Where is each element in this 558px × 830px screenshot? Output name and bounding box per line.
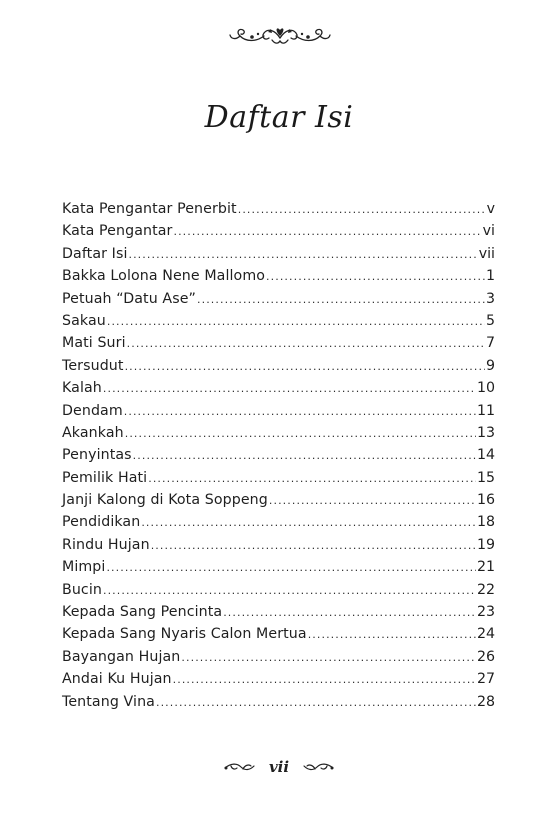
toc-leader-dots [238, 199, 486, 221]
page-number: vii [268, 758, 290, 776]
toc-entry-page: 21 [476, 559, 495, 576]
toc-entry-page: 11 [476, 402, 495, 419]
toc-entry-page: 3 [485, 290, 495, 307]
toc-leader-dots [125, 423, 476, 445]
toc-leader-dots [148, 468, 476, 490]
toc-entry [62, 310, 495, 332]
toc-entry-title: Mati Suri [62, 335, 126, 352]
toc-leader-dots [266, 266, 485, 288]
toc-entry [62, 691, 495, 713]
toc-entry [62, 489, 495, 511]
page-title: Daftar Isi [204, 100, 354, 135]
toc-entry [62, 400, 495, 422]
toc-leader-dots [181, 647, 476, 669]
toc-entry [62, 646, 495, 668]
toc-entry-page: 26 [476, 648, 495, 665]
toc-entry-title: Pendidikan [62, 514, 141, 531]
toc-leader-dots [103, 378, 476, 400]
toc-entry-page: 27 [476, 671, 495, 688]
toc-entry-page: v [486, 201, 495, 217]
toc-entry-page: 15 [476, 469, 495, 486]
flourish-right-icon [301, 760, 335, 774]
toc-entry [62, 355, 495, 377]
toc-leader-dots [197, 289, 485, 311]
page-footer [0, 754, 558, 780]
toc-leader-dots [106, 557, 475, 579]
toc-entry-title: Akankah [62, 424, 124, 441]
toc-entry-title: Pemilik Hati [62, 469, 148, 486]
toc-entry-title: Daftar Isi [62, 245, 128, 262]
toc-entry-page: 22 [476, 581, 495, 598]
toc-entry-page: 9 [485, 357, 495, 374]
toc-entry-page: 16 [476, 492, 495, 509]
toc-entry-title: Penyintas [62, 447, 132, 464]
toc-entry-page: 18 [476, 514, 495, 531]
toc-leader-dots [133, 445, 476, 467]
toc-entry-title: Kata Pengantar Penerbit [62, 201, 237, 217]
toc-entry-page: 28 [476, 693, 495, 710]
toc-entry-title: Sakau [62, 312, 106, 329]
flourish-left-icon [223, 760, 257, 774]
toc-entry [62, 511, 495, 533]
toc-entry-page: 7 [485, 335, 495, 352]
toc-leader-dots [103, 580, 476, 602]
toc-entry [62, 198, 495, 220]
toc-entry-title: Tentang Vina [62, 693, 155, 710]
toc-entry-page: 10 [476, 380, 495, 397]
toc-leader-dots [107, 311, 485, 333]
toc-entry-title: Tersudut [62, 357, 124, 374]
toc-entry-page: 1 [485, 268, 495, 285]
toc-leader-dots [173, 221, 481, 243]
toc-leader-dots [127, 333, 485, 355]
toc-entry-title: Janji Kalong di Kota Soppeng [62, 492, 268, 509]
toc-leader-dots [308, 624, 476, 646]
toc-entry-title: Kepada Sang Nyaris Calon Mertua [62, 626, 307, 643]
toc-leader-dots [128, 244, 477, 266]
toc-leader-dots [269, 490, 476, 512]
toc-leader-dots [223, 602, 476, 624]
toc-entry [62, 623, 495, 645]
toc-entry [62, 377, 495, 399]
toc-entry [62, 265, 495, 287]
table-of-contents [62, 198, 495, 713]
toc-entry [62, 601, 495, 623]
toc-entry [62, 288, 495, 310]
toc-leader-dots [125, 356, 485, 378]
toc-entry [62, 422, 495, 444]
toc-leader-dots [173, 669, 476, 691]
toc-entry-page: 24 [476, 626, 495, 643]
toc-entry-title: Kata Pengantar [62, 223, 173, 240]
toc-entry-page: vii [478, 245, 495, 262]
toc-leader-dots [124, 401, 476, 423]
toc-entry [62, 579, 495, 601]
toc-entry-title: Kalah [62, 380, 102, 397]
floral-flourish-icon [228, 24, 332, 48]
toc-entry-title: Andai Ku Hujan [62, 671, 172, 688]
toc-entry-page: 13 [476, 424, 495, 441]
toc-entry [62, 332, 495, 354]
toc-entry-title: Bakka Lolona Nene Mallomo [62, 268, 266, 285]
toc-entry-page: 23 [476, 604, 495, 621]
toc-entry-title: Petuah “Datu Ase” [62, 290, 197, 307]
toc-entry-title: Rindu Hujan [62, 536, 150, 553]
toc-leader-dots [156, 692, 476, 714]
toc-entry [62, 243, 495, 265]
toc-entry [62, 668, 495, 690]
toc-entry-page: 19 [476, 536, 495, 553]
toc-entry-page: 14 [476, 447, 495, 464]
toc-entry-title: Bayangan Hujan [62, 648, 181, 665]
toc-entry [62, 534, 495, 556]
toc-entry [62, 444, 495, 466]
toc-entry-title: Mimpi [62, 559, 106, 576]
toc-entry [62, 467, 495, 489]
toc-entry-title: Dendam [62, 402, 123, 419]
toc-entry-title: Bucin [62, 581, 102, 598]
toc-entry [62, 556, 495, 578]
toc-leader-dots [151, 535, 476, 557]
toc-entry-page: vi [482, 223, 495, 240]
toc-leader-dots [141, 512, 476, 534]
toc-entry-title: Kepada Sang Pencinta [62, 604, 223, 621]
toc-entry [62, 220, 495, 242]
toc-entry-page: 5 [485, 312, 495, 329]
